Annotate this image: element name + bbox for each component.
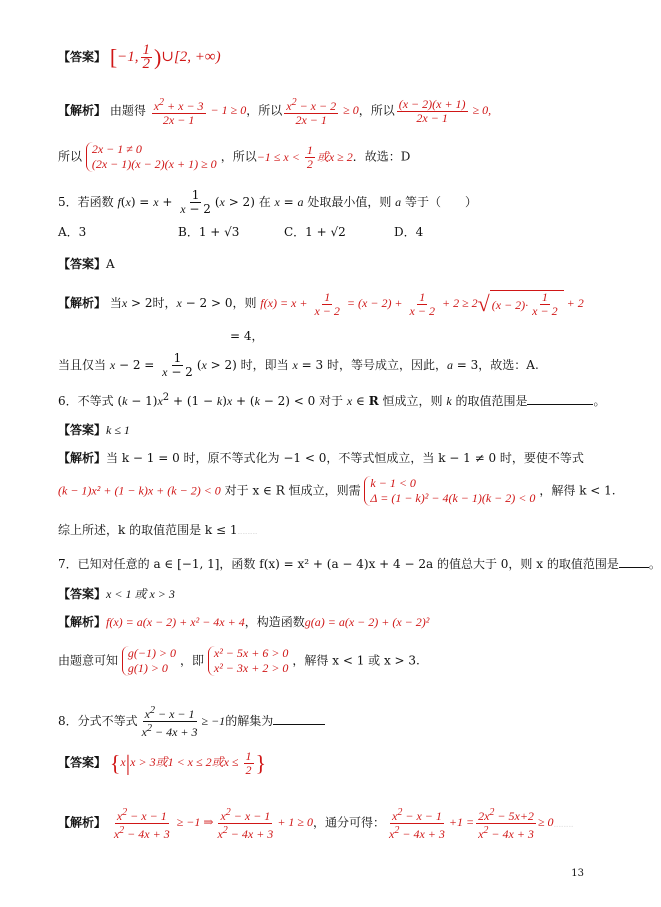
b1-text-a: 由题得 bbox=[109, 103, 146, 118]
analysis-label: 【解析】 bbox=[58, 815, 107, 830]
q6-system bbox=[364, 476, 539, 506]
q5-analysis-line1 bbox=[58, 290, 584, 318]
q7-expr2: g(a) = a(x − 2) + (x − 2)² bbox=[304, 615, 430, 629]
q6-analysis-line3 bbox=[58, 522, 258, 541]
b1-text-so: 所以 bbox=[58, 149, 83, 164]
q6-system-row: Δ = (1 − k)² − 4(k − 1)(k − 2) < 0 bbox=[370, 491, 536, 505]
q5-stem: 5．若函数 f(x) = x + $\frac{1}{x - 2}$ (x > 2) 在 x = a 处取最小值，则 a 等于（ ） bbox=[58, 188, 477, 216]
q8-blank bbox=[273, 724, 325, 725]
q5-option-b: B．1 + √3 bbox=[178, 225, 240, 239]
q5-option-a: A．3 bbox=[58, 225, 87, 239]
q8-answer-value: {x|x > 3或1 < x ≤ 2或x ≤ $\frac{1}{2}$ } bbox=[109, 749, 267, 777]
answer-label: 【答案】 bbox=[58, 423, 107, 437]
b1-answer-line bbox=[58, 44, 221, 71]
watermark-dots: ………… bbox=[237, 530, 258, 536]
q7-answer-value: x < 1 或 x > 3 bbox=[106, 587, 175, 601]
b1-analysis-line1 bbox=[58, 96, 491, 127]
q7-analysis-line2 bbox=[58, 646, 420, 676]
b1-result: −1 ≤ x < $\frac{1}{2}$ 或x ≥ 2 bbox=[256, 143, 353, 172]
q8-stem: 8．分式不等式 $\frac{x^2 - x - 1}{x^2 - 4x + 3}$ ≥ −1的解集为 bbox=[58, 704, 325, 739]
q5-option-d: D．4 bbox=[394, 225, 424, 239]
q8-answer-line bbox=[58, 750, 266, 777]
analysis-label: 【解析】 bbox=[58, 103, 107, 118]
answer-label: 【答案】 bbox=[58, 257, 107, 271]
b1-system-row: (2x − 1)(x − 2)(x + 1) ≥ 0 bbox=[91, 157, 217, 171]
answer-label: 【答案】 bbox=[58, 755, 107, 770]
q8-expr2: $\frac{x^2 - x - 1}{x^2 - 4x + 3}$ +1 = $\frac{2x^2 - 5x+2}{x^2 - 4x + 3}$ ≥ 0 bbox=[389, 807, 554, 841]
b1-choose: ．故选：D bbox=[352, 149, 411, 164]
q7-analysis-line1 bbox=[58, 614, 429, 630]
q6-answer-value: k ≤ 1 bbox=[106, 423, 130, 437]
q5-answer-value: A bbox=[106, 257, 115, 271]
b1-text-e: ，所以 bbox=[358, 103, 395, 118]
q6-ineq: (k − 1)x² + (1 − k)x + (k − 2) < 0 bbox=[58, 483, 221, 498]
watermark-dots: ………… bbox=[553, 822, 574, 829]
q5-analysis-line2: = 4， bbox=[230, 329, 264, 343]
q5-answer-line bbox=[58, 256, 115, 272]
q7-system2-row: x² − 5x + 6 > 0 bbox=[213, 646, 289, 660]
b1-answer-value: [−1, $\frac{1}{2}$ )∪[2, +∞) bbox=[109, 42, 221, 72]
q6-stem: 6．不等式 $(k - 1)x^2 + (1 - k)x + (k - 2) < 0$ 对于 x ∈ R 恒成立，则 k 的取值范围是 。 bbox=[58, 392, 606, 408]
q8-expr1: $\frac{x^2 - x - 1}{x^2 - 4x + 3}$ ≥ −1 ⇒ $\frac{x^2 - x - 1}{x^2 - 4x + 3}$ + 1 ≥ 0 bbox=[113, 807, 313, 841]
q7-system1 bbox=[122, 646, 180, 676]
analysis-label: 【解析】 bbox=[58, 615, 107, 629]
q6-stem-text: 6．不等式 $(k - 1)x^2 + (1 - k)x + (k - 2) < 0$ 对于 x ∈ R 恒成立，则 k 的取值范围是 bbox=[58, 392, 528, 408]
q6-ana3: 综上所述，k 的取值范围是 k ≤ 1 bbox=[58, 523, 238, 537]
q7-system1-row: g(−1) > 0 bbox=[127, 646, 177, 660]
q6-blank bbox=[527, 404, 593, 405]
b1-system-row: 2x − 1 ≠ 0 bbox=[91, 142, 142, 156]
q7-answer-line bbox=[58, 586, 175, 602]
q6-ana2b: 对于 x ∈ R 恒成立，则需 bbox=[224, 483, 361, 498]
b1-system bbox=[86, 142, 221, 172]
b1-analysis-line2 bbox=[58, 142, 410, 172]
b1-expr-1: $\frac{x^2 + x - 3}{2x - 1}$ − 1 ≥ 0 bbox=[153, 97, 247, 127]
q7-ana2c: ，解得 x < 1 或 x > 3. bbox=[292, 653, 420, 668]
q7-blank bbox=[619, 567, 649, 568]
q7-stem-text: 7．已知对任意的 a ∈ [−1, 1]，函数 f(x) = x² + (a − 4)x + 4 − 2a 的值总大于 0，则 x 的取值范围是 bbox=[58, 557, 619, 571]
answer-label: 【答案】 bbox=[58, 587, 107, 601]
q6-system-row: k − 1 < 0 bbox=[370, 476, 416, 490]
q5-analysis-line3: 当且仅当 x − 2 = $\frac{1}{x - 2}$ (x > 2) 时，即当 x = 3 时，等号成立，因此，a = 3，故选：A. bbox=[58, 351, 539, 379]
page-number: 13 bbox=[571, 868, 584, 879]
q8-ana-b: ，通分可得： bbox=[313, 815, 386, 830]
q6-analysis-line1 bbox=[58, 450, 584, 466]
q5-option-c: C．1 + √2 bbox=[284, 225, 346, 239]
q6-ana1: 当 k − 1 = 0 时，原不等式化为 −1 < 0，不等式恒成立，当 k − 1 ≠ 0 时，要使不等式 bbox=[106, 451, 584, 465]
q7-ana2a: 由题意可知 bbox=[58, 653, 119, 668]
q7-ana1b: ，构造函数 bbox=[244, 615, 305, 629]
q7-stem: 7．已知对任意的 a ∈ [−1, 1]，函数 f(x) = x² + (a − 4)x + 4 − 2a 的值总大于 0，则 x 的取值范围是 。 bbox=[58, 557, 661, 571]
q6-ana2c: ，解得 k < 1. bbox=[539, 483, 616, 498]
answer-label: 【答案】 bbox=[58, 49, 107, 64]
q7-system1-row: g(1) > 0 bbox=[127, 661, 168, 675]
q7-system2 bbox=[208, 646, 293, 676]
b1-text-c: ，所以 bbox=[246, 103, 283, 118]
analysis-label: 【解析】 bbox=[58, 451, 107, 465]
q7-expr1: f(x) = a(x − 2) + x² − 4x + 4 bbox=[106, 615, 245, 629]
q6-analysis-line2 bbox=[58, 476, 616, 506]
b1-text-so2: ，所以 bbox=[220, 149, 257, 164]
q6-answer-line bbox=[58, 422, 130, 438]
analysis-label: 【解析】 bbox=[58, 295, 107, 310]
b1-expr-2: $\frac{x^2 - x - 2}{2x - 1}$ ≥ 0 bbox=[286, 97, 359, 127]
q5-ana-expr: f(x) = x + $\frac{1}{x - 2}$ = (x − 2) + $\frac{1}{x - 2}$ + 2 ≥ 2 √ (x − 2)· $\frac{1}{x - 2}$ + 2 bbox=[260, 289, 584, 318]
q8-analysis-line1 bbox=[58, 806, 574, 841]
b1-expr-3: $\frac{(x - 2)(x + 1)}{2x - 1}$ ≥ 0, bbox=[398, 97, 492, 125]
q5-ana-text: 当x > 2时，x − 2 > 0，则 bbox=[109, 295, 261, 310]
q7-system2-row: x² − 3x + 2 > 0 bbox=[213, 661, 289, 675]
q7-ana2b: ，即 bbox=[180, 653, 205, 668]
